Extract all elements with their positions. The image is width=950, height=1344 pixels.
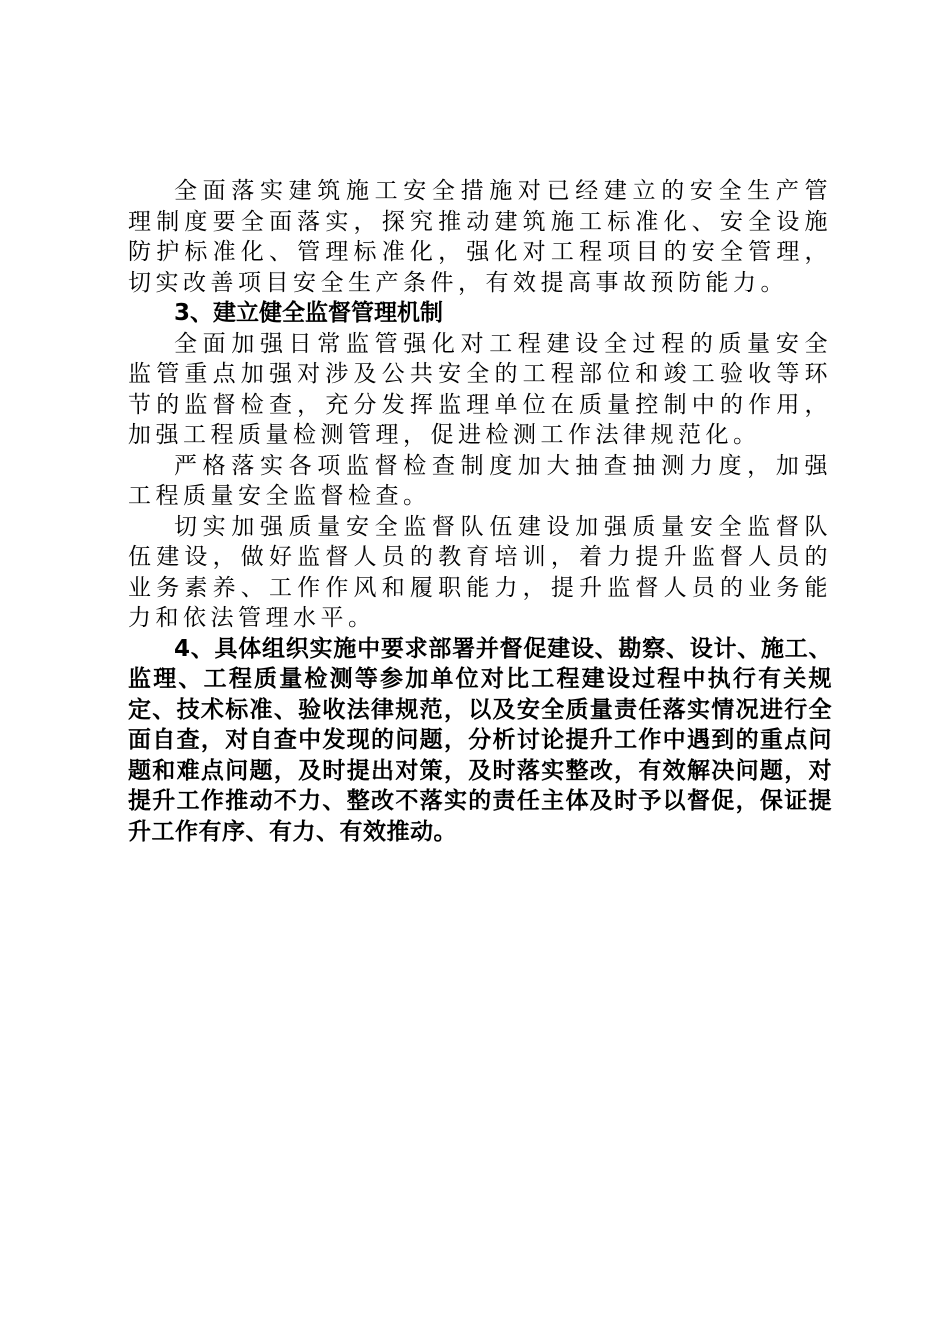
document-page <box>128 176 832 847</box>
paragraph-daily-supervision: 全面加强日常监管强化对工程建设全过程的质量安全监管重点加强对涉及公共安全的工程部位和竣工验收等环节的监督检查，充分发挥监理单位在质量控制中的作用，加强工程质量检测管理，促进检测工作法律规范化。 <box>128 330 832 448</box>
paragraph-inspection-system: 严格落实各项监督检查制度加大抽查抽测力度，加强工程质量安全监督检查。 <box>128 452 832 509</box>
paragraph-team-building: 切实加强质量安全监督队伍建设加强质量安全监督队伍建设，做好监督人员的教育培训，着力提升监督人员的业务素养、工作作风和履职能力，提升监督人员的业务能力和依法管理水平。 <box>128 513 832 631</box>
paragraph-safety-measures: 全面落实建筑施工安全措施对已经建立的安全生产管理制度要全面落实，探究推动建筑施工标准化、安全设施防护标准化、管理标准化，强化对工程项目的安全管理，切实改善项目安全生产条件，有效提高事故预防能力。 <box>128 178 832 296</box>
section-heading-3: 3、建立健全监督管理机制 <box>174 300 444 326</box>
paragraph-implementation-4: 4、具体组织实施中要求部署并督促建设、勘察、设计、施工、监理、工程质量检测等参加单位对比工程建设过程中执行有关规定、技术标准、验收法律规范，以及安全质量责任落实情况进行全面自查，对自查中发现的问题，分析讨论提升工作中遇到的重点问题和难点问题，及时提出对策，及时落实整改，有效解决问题，对提升工作推动不力、整改不落实的责任主体及时予以督促，保证提升工作有序、有力、有效推动。 <box>128 635 832 845</box>
